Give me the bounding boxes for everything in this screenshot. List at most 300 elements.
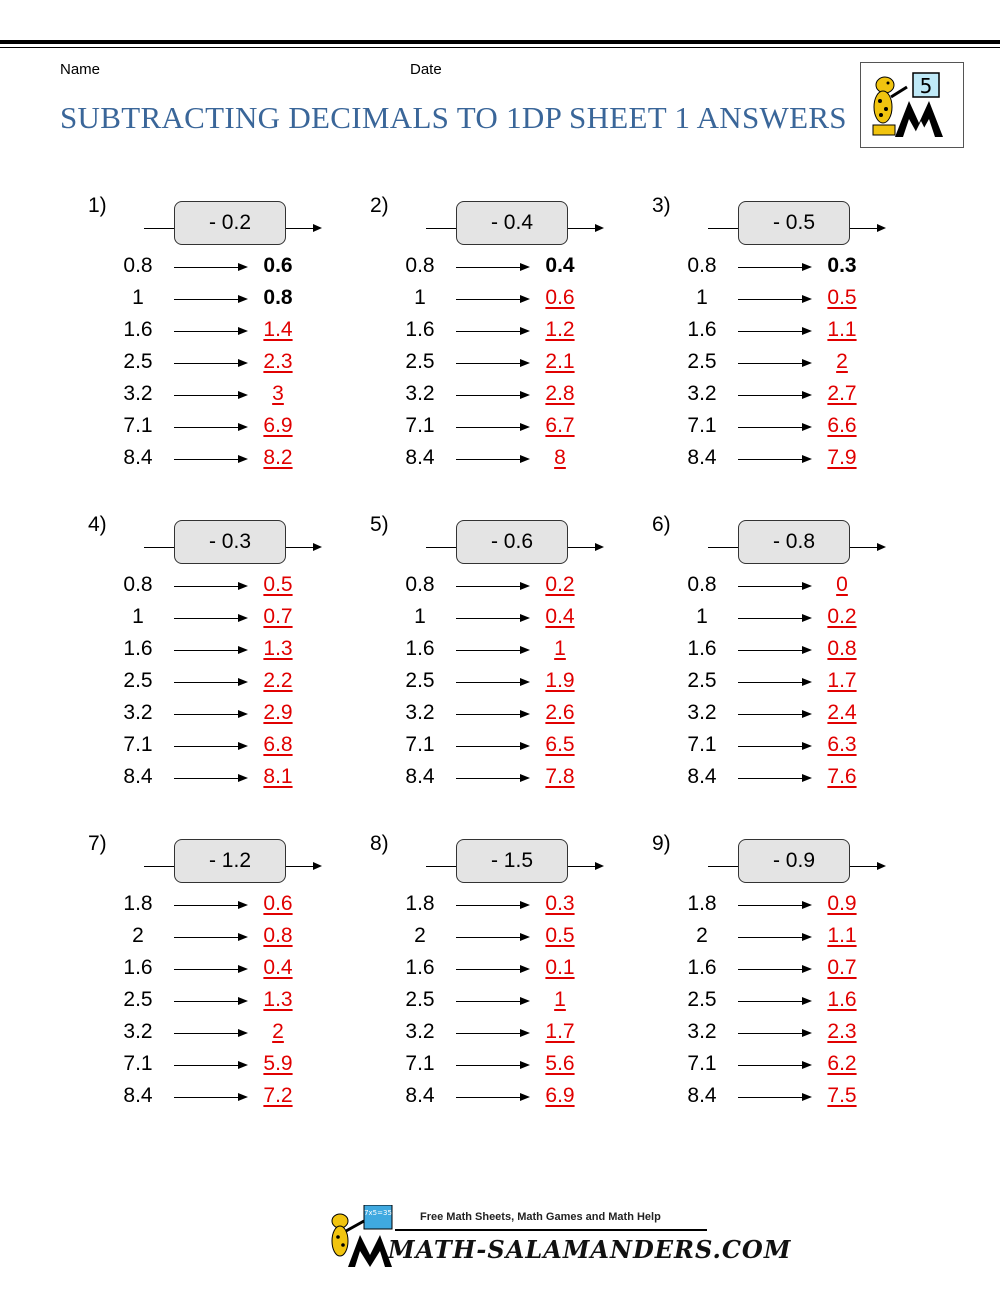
answer-output: 1.6: [827, 988, 857, 1011]
arrow-line: [738, 778, 802, 779]
arrow-right-icon: [802, 1093, 812, 1101]
arrow-right-icon: [520, 1061, 530, 1069]
input-value: 7.1: [687, 414, 717, 437]
arrow-right-icon: [802, 933, 812, 941]
list-item: [402, 603, 612, 635]
input-value: 1.6: [687, 956, 717, 979]
arrow-line: [174, 267, 238, 268]
arrow-right-icon: [520, 1029, 530, 1037]
input-value: 8.4: [687, 446, 717, 469]
list-item: [120, 1018, 330, 1050]
list-item: [120, 412, 330, 444]
answer-output: 1.7: [827, 669, 857, 692]
arrow-right-icon: [238, 391, 248, 399]
arrow-right-icon: [238, 710, 248, 718]
arrow-line: [738, 299, 802, 300]
input-value: 2.5: [405, 988, 435, 1011]
operation-box: - 0.4: [456, 201, 568, 245]
given-output: 0.3: [827, 254, 857, 277]
input-value: 0.8: [687, 573, 717, 596]
input-value: 7.1: [405, 414, 435, 437]
arrow-right-icon: [238, 901, 248, 909]
list-item: [120, 890, 330, 922]
input-value: 2: [132, 924, 144, 947]
answer-output: 7.5: [827, 1084, 857, 1107]
input-value: 3.2: [123, 701, 153, 724]
problem-number: 5): [370, 513, 389, 536]
arrow-line: [174, 969, 238, 970]
arrow-line: [738, 363, 802, 364]
answer-output: 8: [554, 446, 566, 469]
answer-output: 0.1: [545, 956, 575, 979]
arrow-right-icon: [802, 901, 812, 909]
input-value: 7.1: [687, 1052, 717, 1075]
list-item: [402, 731, 612, 763]
arrow-right-icon: [238, 359, 248, 367]
arrow-right-icon: [802, 614, 812, 622]
arrow-right-icon: [238, 295, 248, 303]
answer-output: 5.6: [545, 1052, 575, 1075]
operation-line-right: [286, 547, 313, 548]
input-value: 1.8: [123, 892, 153, 915]
answer-output: 1.3: [263, 988, 293, 1011]
list-item: [402, 412, 612, 444]
operation-line-right: [850, 866, 877, 867]
list-item: [402, 922, 612, 954]
arrow-line: [174, 682, 238, 683]
page-title: SUBTRACTING DECIMALS TO 1DP SHEET 1 ANSWERS: [60, 100, 847, 135]
answer-output: 0.7: [827, 956, 857, 979]
answer-output: 5.9: [263, 1052, 293, 1075]
footer-badge: 7x5=35: [364, 1209, 392, 1217]
operation-box: - 0.3: [174, 520, 286, 564]
operation-arrowhead: [595, 862, 604, 870]
arrow-line: [456, 331, 520, 332]
input-value: 8.4: [405, 446, 435, 469]
list-item: [684, 571, 894, 603]
input-value: 7.1: [123, 414, 153, 437]
arrow-line: [456, 618, 520, 619]
arrow-right-icon: [802, 646, 812, 654]
list-item: [684, 380, 894, 412]
input-value: 0.8: [405, 573, 435, 596]
arrow-right-icon: [238, 933, 248, 941]
arrow-line: [738, 714, 802, 715]
arrow-line: [738, 618, 802, 619]
answer-output: 0.7: [263, 605, 293, 628]
list-item: [684, 635, 894, 667]
list-item: [402, 252, 612, 284]
input-value: 3.2: [687, 1020, 717, 1043]
operation-line-right: [850, 228, 877, 229]
arrow-right-icon: [520, 359, 530, 367]
answer-output: 0.6: [545, 286, 575, 309]
answer-output: 2.2: [263, 669, 293, 692]
footer-rule: [395, 1229, 707, 1231]
arrow-line: [456, 905, 520, 906]
input-value: 8.4: [687, 1084, 717, 1107]
input-value: 7.1: [123, 733, 153, 756]
list-item: [684, 763, 894, 795]
operation-arrowhead: [877, 224, 886, 232]
answer-output: 0.5: [827, 286, 857, 309]
list-item: [684, 731, 894, 763]
answer-output: 1.3: [263, 637, 293, 660]
list-item: [684, 348, 894, 380]
problem-number: 7): [88, 832, 107, 855]
answer-output: 0.6: [263, 892, 293, 915]
answer-output: 1: [554, 637, 566, 660]
arrow-right-icon: [520, 391, 530, 399]
arrow-right-icon: [802, 997, 812, 1005]
answer-output: 6.2: [827, 1052, 857, 1075]
input-value: 8.4: [123, 765, 153, 788]
operation-line-right: [286, 228, 313, 229]
operation-box: - 1.5: [456, 839, 568, 883]
input-value: 3.2: [405, 382, 435, 405]
list-item: [120, 284, 330, 316]
arrow-right-icon: [238, 327, 248, 335]
answer-output: 1.2: [545, 318, 575, 341]
arrow-line: [738, 267, 802, 268]
answer-output: 2: [836, 350, 848, 373]
arrow-right-icon: [802, 455, 812, 463]
arrow-right-icon: [520, 678, 530, 686]
answer-output: 6.7: [545, 414, 575, 437]
operation-arrowhead: [877, 862, 886, 870]
arrow-line: [738, 331, 802, 332]
input-value: 2.5: [123, 669, 153, 692]
given-output: 0.6: [263, 254, 293, 277]
arrow-line: [738, 586, 802, 587]
list-item: [402, 1018, 612, 1050]
arrow-right-icon: [520, 295, 530, 303]
problem-2: [370, 194, 630, 484]
answer-output: 0.8: [827, 637, 857, 660]
arrow-right-icon: [802, 582, 812, 590]
arrow-right-icon: [238, 582, 248, 590]
arrow-line: [738, 1001, 802, 1002]
answer-output: 1.1: [827, 924, 857, 947]
input-value: 0.8: [405, 254, 435, 277]
list-item: [684, 603, 894, 635]
input-value: 3.2: [405, 1020, 435, 1043]
arrow-line: [174, 331, 238, 332]
arrow-line: [456, 395, 520, 396]
input-value: 1.6: [123, 956, 153, 979]
answer-output: 6.6: [827, 414, 857, 437]
list-item: [684, 890, 894, 922]
arrow-right-icon: [802, 1061, 812, 1069]
arrow-line: [738, 682, 802, 683]
arrow-right-icon: [238, 965, 248, 973]
arrow-line: [174, 714, 238, 715]
arrow-right-icon: [802, 1029, 812, 1037]
answer-output: 0.4: [263, 956, 293, 979]
input-value: 1: [414, 605, 426, 628]
input-value: 2.5: [123, 988, 153, 1011]
arrow-line: [174, 650, 238, 651]
list-item: [402, 316, 612, 348]
list-item: [402, 571, 612, 603]
arrow-line: [174, 937, 238, 938]
answer-output: 0.2: [545, 573, 575, 596]
arrow-line: [738, 969, 802, 970]
operation-arrowhead: [595, 224, 604, 232]
problem-7: [88, 832, 348, 1122]
answer-output: 1.7: [545, 1020, 575, 1043]
arrow-line: [738, 427, 802, 428]
list-item: [684, 699, 894, 731]
input-value: 7.1: [405, 733, 435, 756]
arrow-line: [738, 937, 802, 938]
input-value: 3.2: [123, 382, 153, 405]
answer-output: 2: [272, 1020, 284, 1043]
input-value: 2: [414, 924, 426, 947]
arrow-line: [174, 618, 238, 619]
answer-output: 0.5: [545, 924, 575, 947]
arrow-right-icon: [802, 710, 812, 718]
answer-output: 7.2: [263, 1084, 293, 1107]
problem-number: 2): [370, 194, 389, 217]
input-value: 7.1: [687, 733, 717, 756]
arrow-line: [456, 778, 520, 779]
operation-line-right: [850, 547, 877, 548]
input-value: 1: [132, 605, 144, 628]
arrow-line: [174, 586, 238, 587]
answer-output: 8.1: [263, 765, 293, 788]
operation-line-left: [708, 547, 740, 548]
arrow-right-icon: [520, 646, 530, 654]
arrow-line: [456, 427, 520, 428]
list-item: [684, 444, 894, 476]
answer-output: 1: [554, 988, 566, 1011]
footer-tagline: Free Math Sheets, Math Games and Math Help: [420, 1211, 661, 1223]
arrow-right-icon: [520, 582, 530, 590]
list-item: [402, 667, 612, 699]
list-item: [684, 1050, 894, 1082]
arrow-right-icon: [802, 965, 812, 973]
arrow-right-icon: [238, 1061, 248, 1069]
arrow-right-icon: [238, 1029, 248, 1037]
arrow-right-icon: [802, 295, 812, 303]
arrow-line: [738, 1097, 802, 1098]
arrow-line: [174, 299, 238, 300]
input-value: 2.5: [123, 350, 153, 373]
operation-arrowhead: [313, 543, 322, 551]
problem-9: [652, 832, 912, 1122]
operation-line-left: [426, 547, 458, 548]
list-item: [684, 1082, 894, 1114]
answer-output: 3: [272, 382, 284, 405]
list-item: [120, 603, 330, 635]
answer-output: 6.9: [263, 414, 293, 437]
arrow-right-icon: [520, 455, 530, 463]
operation-line-right: [286, 866, 313, 867]
arrow-right-icon: [520, 263, 530, 271]
input-value: 8.4: [123, 446, 153, 469]
input-value: 0.8: [123, 573, 153, 596]
arrow-line: [174, 746, 238, 747]
operation-line-right: [568, 547, 595, 548]
input-value: 1.6: [405, 637, 435, 660]
answer-output: 2.6: [545, 701, 575, 724]
arrow-line: [456, 969, 520, 970]
input-value: 8.4: [405, 765, 435, 788]
answer-output: 6.5: [545, 733, 575, 756]
answer-output: 0.5: [263, 573, 293, 596]
list-item: [684, 284, 894, 316]
problem-number: 9): [652, 832, 671, 855]
header-rule-thick: [0, 40, 1000, 44]
arrow-right-icon: [802, 423, 812, 431]
answer-output: 0: [836, 573, 848, 596]
problem-number: 3): [652, 194, 671, 217]
arrow-right-icon: [238, 678, 248, 686]
arrow-right-icon: [520, 327, 530, 335]
given-output: 0.8: [263, 286, 293, 309]
list-item: [684, 667, 894, 699]
arrow-right-icon: [238, 263, 248, 271]
list-item: [684, 986, 894, 1018]
arrow-right-icon: [238, 774, 248, 782]
arrow-line: [738, 395, 802, 396]
input-value: 3.2: [405, 701, 435, 724]
list-item: [402, 763, 612, 795]
list-item: [120, 348, 330, 380]
salamander-logo-icon: [860, 62, 964, 148]
answer-output: 0.8: [263, 924, 293, 947]
list-item: [402, 1050, 612, 1082]
arrow-right-icon: [520, 774, 530, 782]
arrow-right-icon: [802, 774, 812, 782]
list-item: [684, 252, 894, 284]
arrow-right-icon: [238, 455, 248, 463]
input-value: 3.2: [687, 701, 717, 724]
operation-line-left: [426, 866, 458, 867]
list-item: [402, 284, 612, 316]
operation-line-right: [568, 228, 595, 229]
input-value: 0.8: [123, 254, 153, 277]
input-value: 7.1: [405, 1052, 435, 1075]
arrow-right-icon: [802, 742, 812, 750]
answer-output: 0.2: [827, 605, 857, 628]
problem-number: 4): [88, 513, 107, 536]
input-value: 1: [132, 286, 144, 309]
arrow-right-icon: [238, 1093, 248, 1101]
arrow-line: [174, 1097, 238, 1098]
problem-number: 8): [370, 832, 389, 855]
input-value: 1.8: [405, 892, 435, 915]
list-item: [120, 252, 330, 284]
input-value: 3.2: [687, 382, 717, 405]
arrow-line: [174, 363, 238, 364]
list-item: [402, 348, 612, 380]
list-item: [120, 1050, 330, 1082]
list-item: [684, 954, 894, 986]
operation-line-left: [708, 866, 740, 867]
operation-arrowhead: [877, 543, 886, 551]
arrow-right-icon: [520, 1093, 530, 1101]
arrow-right-icon: [238, 423, 248, 431]
arrow-line: [456, 363, 520, 364]
problem-1: [88, 194, 348, 484]
input-value: 1: [696, 286, 708, 309]
operation-arrowhead: [313, 224, 322, 232]
arrow-line: [456, 1097, 520, 1098]
problem-6: [652, 513, 912, 803]
input-value: 1.6: [687, 637, 717, 660]
operation-line-left: [708, 228, 740, 229]
list-item: [402, 380, 612, 412]
operation-box: - 0.9: [738, 839, 850, 883]
arrow-right-icon: [238, 614, 248, 622]
arrow-line: [174, 905, 238, 906]
arrow-line: [738, 1065, 802, 1066]
list-item: [402, 699, 612, 731]
arrow-line: [738, 650, 802, 651]
logo-badge: 5: [919, 74, 933, 98]
answer-output: 0.3: [545, 892, 575, 915]
answer-output: 1.4: [263, 318, 293, 341]
arrow-line: [456, 459, 520, 460]
arrow-right-icon: [520, 423, 530, 431]
arrow-right-icon: [238, 997, 248, 1005]
input-value: 8.4: [123, 1084, 153, 1107]
answer-output: 0.9: [827, 892, 857, 915]
answer-output: 2.3: [827, 1020, 857, 1043]
arrow-line: [456, 937, 520, 938]
input-value: 1: [696, 605, 708, 628]
list-item: [120, 316, 330, 348]
arrow-right-icon: [802, 391, 812, 399]
input-value: 3.2: [123, 1020, 153, 1043]
header-rule-thin: [0, 47, 1000, 48]
answer-output: 6.3: [827, 733, 857, 756]
answer-output: 2.3: [263, 350, 293, 373]
input-value: 1.6: [123, 318, 153, 341]
list-item: [120, 731, 330, 763]
arrow-line: [456, 746, 520, 747]
list-item: [120, 380, 330, 412]
input-value: 1.6: [687, 318, 717, 341]
list-item: [684, 922, 894, 954]
list-item: [120, 667, 330, 699]
list-item: [684, 412, 894, 444]
input-value: 1.6: [123, 637, 153, 660]
list-item: [120, 699, 330, 731]
arrow-line: [174, 1001, 238, 1002]
arrow-right-icon: [238, 646, 248, 654]
name-label: Name: [60, 61, 101, 78]
problem-4: [88, 513, 348, 803]
list-item: [120, 922, 330, 954]
operation-box: - 1.2: [174, 839, 286, 883]
input-value: 1.8: [687, 892, 717, 915]
answer-output: 8.2: [263, 446, 293, 469]
problem-3: [652, 194, 912, 484]
list-item: [120, 986, 330, 1018]
arrow-line: [456, 299, 520, 300]
arrow-line: [174, 459, 238, 460]
operation-arrowhead: [595, 543, 604, 551]
arrow-line: [174, 395, 238, 396]
arrow-line: [456, 586, 520, 587]
given-output: 0.4: [545, 254, 575, 277]
arrow-right-icon: [520, 997, 530, 1005]
input-value: 1: [414, 286, 426, 309]
arrow-right-icon: [802, 327, 812, 335]
